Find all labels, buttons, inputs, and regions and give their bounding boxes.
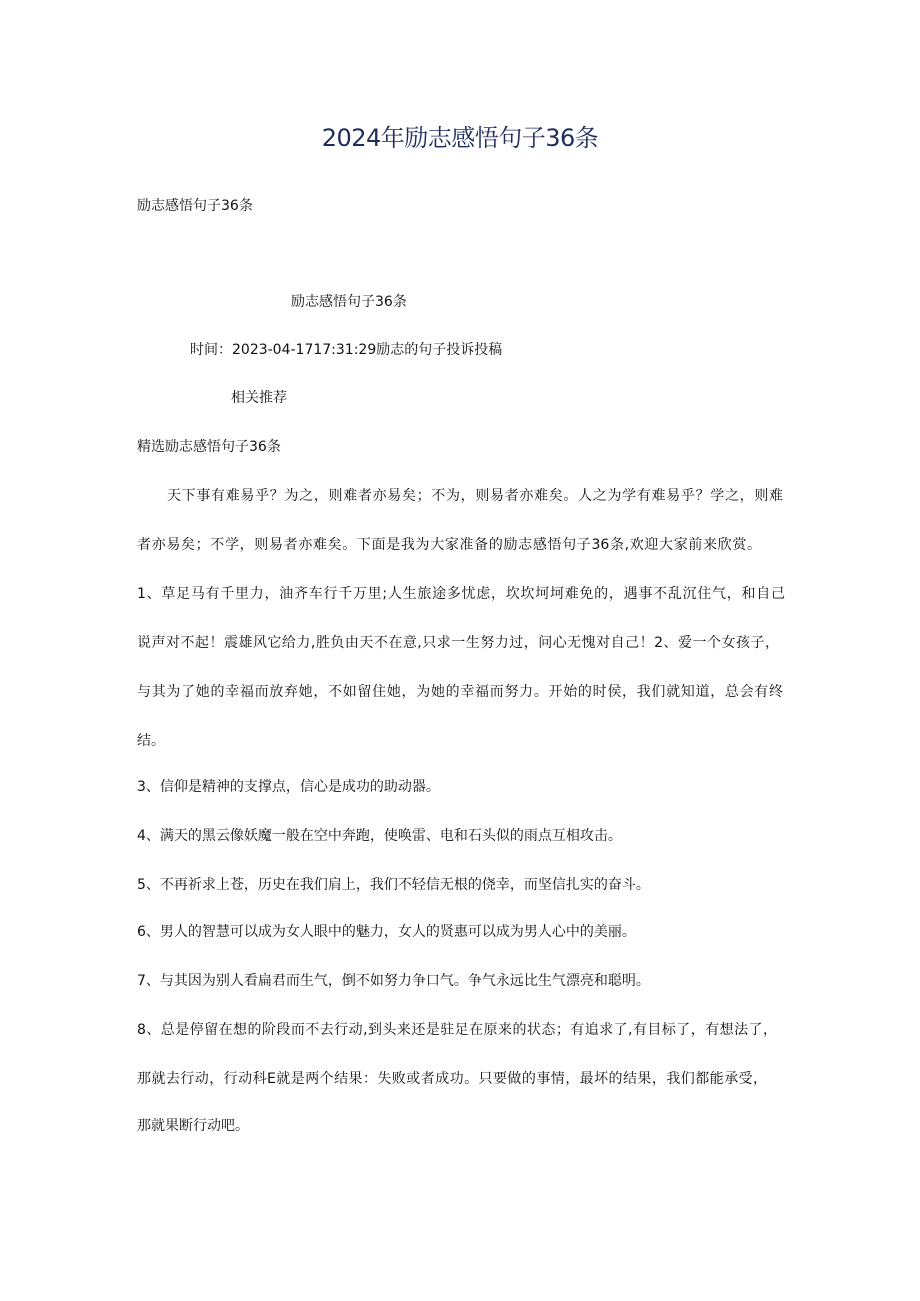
document-subtitle: 励志感悟句子36条: [137, 198, 253, 214]
section-title: 精选励志感悟句子36条: [137, 439, 281, 455]
paragraph-line: 与其为了她的幸福而放弃她，不如留住她，为她的幸福而努力。开始的时侯，我们就知道，总会有终: [137, 684, 783, 700]
inner-title: 励志感悟句子36条: [291, 294, 407, 310]
list-item: 7、与其因为别人看扁君而生气，倒不如努力争口气。争气永远比生气漂亮和聪明。: [137, 973, 650, 989]
list-item-continuation: 那就果断行动吧。: [137, 1118, 249, 1134]
list-item: 3、信仰是精神的支撑点，信心是成功的助动器。: [137, 779, 440, 795]
list-item: 6、男人的智慧可以成为女人眼中的魅力，女人的贤惠可以成为男人心中的美丽。: [137, 924, 636, 940]
document-title: 2024年励志感悟句子36条: [321, 124, 599, 152]
list-item: 8、总是停留在想的阶段而不去行动,到头来还是驻足在原来的状态；有追求了,有目标了，有想法了，: [137, 1022, 777, 1038]
related-heading: 相关推荐: [231, 390, 287, 406]
post-meta: 时间：2023-04-1717:31:29励志的句子投诉投稿: [190, 342, 503, 358]
list-item: 5、不再祈求上苍，历史在我们肩上，我们不轻信无根的侥幸，而坚信扎实的奋斗。: [137, 877, 650, 893]
list-item-continuation: 那就去行动，行动科E就是两个结果：失败或者成功。只要做的事情，最坏的结果，我们都能承受，: [137, 1071, 767, 1087]
paragraph-line: 1、草足马有千里力，油齐车行千万里;人生旅途多忧虑，坎坎坷坷难免的，遇事不乱沉住气，和自己: [137, 586, 785, 602]
list-item: 4、满天的黑云像妖魔一般在空中奔跑，使唤雷、电和石头似的雨点互相攻击。: [137, 828, 622, 844]
paragraph-line: 天下事有难易乎？为之，则难者亦易矣；不为，则易者亦难矣。人之为学有难易乎？学之，则难: [167, 488, 783, 504]
paragraph-line: 说声对不起！震雄风它给力,胜负由天不在意,只求一生努力过，问心无愧对自己！2、爱一个女孩子，: [137, 635, 779, 651]
paragraph-line: 结。: [137, 733, 165, 749]
paragraph-line: 者亦易矣；不学，则易者亦难矣。下面是我为大家准备的励志感悟句子36条,欢迎大家前来欣赏。: [137, 537, 761, 553]
